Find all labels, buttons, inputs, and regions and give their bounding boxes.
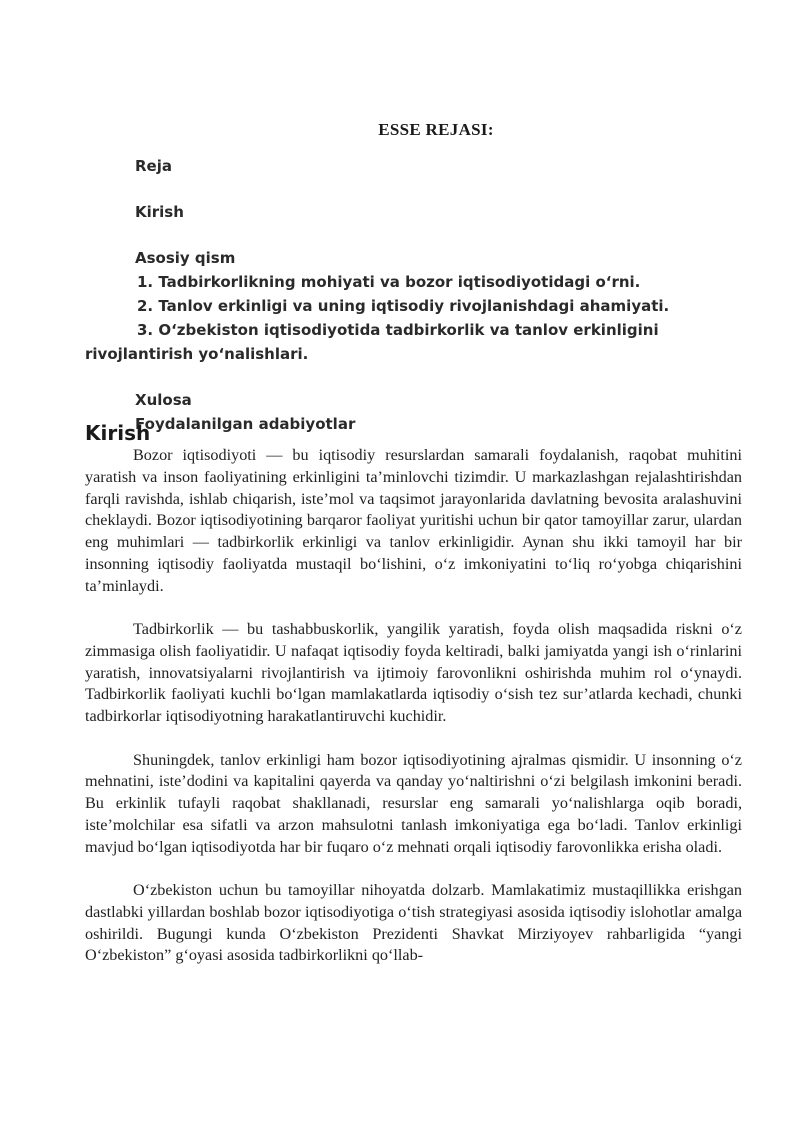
plan-item-kirish: Kirish: [135, 203, 184, 221]
section-heading-kirish: Kirish: [85, 421, 151, 445]
essay-plan: [85, 140, 742, 436]
plan-point-3: 3. O‘zbekiston iqtisodiyotida tadbirkorlik va tanlov erkinligini rivojlantirish yo‘nalishlari.: [85, 321, 659, 363]
plan-item-reja: Reja: [135, 157, 172, 175]
paragraph-2: Tadbirkorlik — bu tashabbuskorlik, yangilik yaratish, foyda olish maqsadida riskni o‘z zimmasiga olish faoliyatidir. U nafaqat iqtisodiy foyda keltiradi, balki jamiyatda yangi ish o‘rinlarini yaratish, innovatsiyalarni rivojlantirish va ijtimoiy farovonlikni oshirishda muhim rol o‘ynaydi. Tadbirkorlik faoliyati kuchli bo‘lgan mamlakatlarda iqtisodiy o‘sish tez sur’atlarda kechadi, chunki tadbirkorlar iqtisodiyotning harakatlantiruvchi kuchidir.: [85, 620, 742, 726]
paragraph-3: Shuningdek, tanlov erkinligi ham bozor iqtisodiyotining ajralmas qismidir. U insonning o‘z mehnatini, iste’dodini va kapitalini qayerda va qanday yo‘naltirishni o‘zi belgilash imkonini beradi. Bu erkinlik tufayli raqobat shakllanadi, resurslar eng samarali yo‘nalishlarga oqib boradi, iste’molchilar esa sifatli va arzon mahsulotni tanlash imkoniyatiga ega bo‘ladi. Tanlov erkinligi mavjud bo‘lgan iqtisodiyotda har bir fuqaro o‘z mehnati orqali iqtisodiy farovonlikka erisha oladi.: [85, 750, 742, 856]
plan-title: ESSE REJASI:: [378, 120, 494, 139]
plan-item-asosiy-qism: Asosiy qism: [135, 249, 236, 267]
body-text: [85, 445, 742, 967]
paragraph-4: O‘zbekiston uchun bu tamoyillar nihoyatda dolzarb. Mamlakatimiz mustaqillikka erishgan dastlabki yillardan boshlab bozor iqtisodiyotiga o‘tish strategiyasi asosida iqtisodiy islohotlar amalga oshirildi. Bugungi kunda O‘zbekiston Prezidenti Shavkat Mirziyoyev rahbarligida “yangi O‘zbekiston” g‘oyasi asosida tadbirkorlikni qo‘llab-: [85, 881, 742, 965]
paragraph-1: Bozor iqtisodiyoti — bu iqtisodiy resurslardan samarali foydalanish, raqobat muhitini yaratish va inson faoliyatining erkinligini ta’minlovchi tizimdir. U markazlashgan rejalashtirishdan farqli ravishda, ishlab chiqarish, iste’mol va taqsimot jarayonlarida davlatning bevosita aralashuvini cheklaydi. Bozor iqtisodiyotining barqaror faoliyat yuritishi uchun bir qator tamoyillar zarur, ulardan eng muhimlari — tadbirkorlik erkinligi va tanlov erkinligidir. Aynan shu ikki tamoyil har bir insonning iqtisodiy faoliyatda mustaqil bo‘lishini, o‘z imkoniyatini to‘liq ro‘yobga chiqarishini ta’minlaydi.: [85, 446, 742, 595]
plan-point-2: 2. Tanlov erkinligi va uning iqtisodiy rivojlanishdagi ahamiyati.: [137, 297, 670, 315]
plan-item-xulosa: Xulosa: [135, 391, 192, 409]
plan-point-1: 1. Tadbirkorlikning mohiyati va bozor iqtisodiyotidagi o‘rni.: [137, 273, 641, 291]
plan-item-adabiyotlar: Foydalanilgan adabiyotlar: [135, 415, 356, 433]
